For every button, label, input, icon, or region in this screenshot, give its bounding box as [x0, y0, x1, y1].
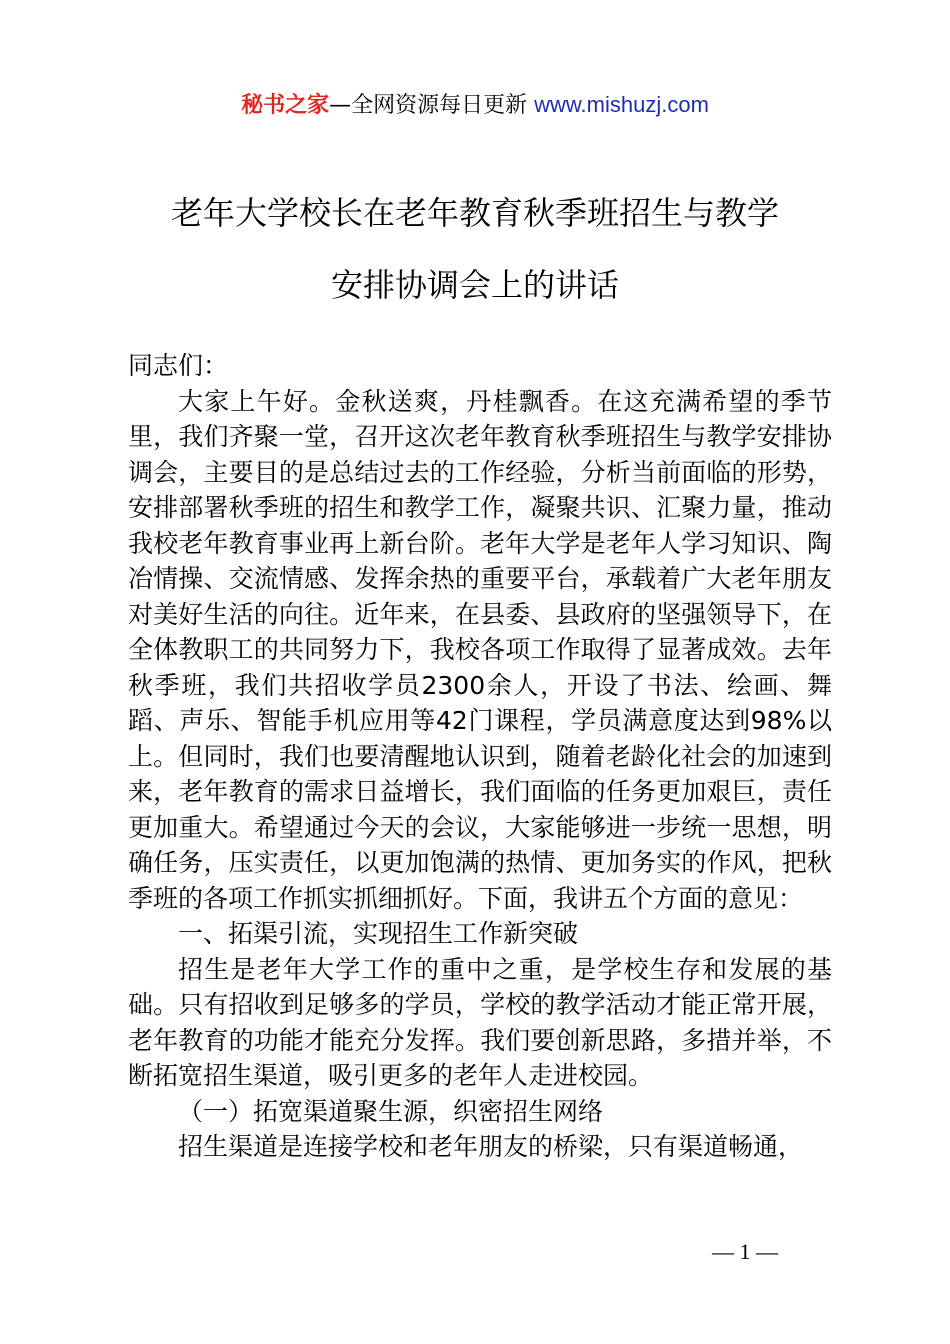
- brand-name: 秘书之家: [241, 93, 330, 118]
- header-tagline: —全网资源每日更新: [329, 93, 528, 118]
- section-heading-1: 一、拓渠引流，实现招生工作新突破: [178, 919, 579, 948]
- salutation: 同志们：: [128, 351, 229, 380]
- paragraph-section-1: 招生是老年大学工作的重中之重，是学校生存和发展的基础。只有招收到足够多的学员，学校的教学活动才能正常开展，老年教育的功能才能充分发挥。我们要创新思路，多措并举，不断拓宽招生渠道，吸引更多的老年人走进校园。: [128, 954, 832, 1090]
- page-number: — 1 —: [712, 1239, 778, 1264]
- paragraph-subsection-1: 招生渠道是连接学校和老年朋友的桥梁，只有渠道畅通，: [178, 1132, 804, 1161]
- title-line-1: 老年大学校长在老年教育秋季班招生与教学: [170, 194, 779, 232]
- site-header: [0, 90, 950, 121]
- subsection-heading-1: （一）拓宽渠道聚生源，织密招生网络: [178, 1096, 604, 1126]
- title-line-2: 安排协调会上的讲话: [330, 266, 619, 304]
- document-title: [0, 190, 950, 308]
- document-body: [128, 348, 832, 1165]
- site-url-link[interactable]: www.mishuzj.com: [534, 92, 709, 117]
- paragraph-opening: 大家上午好。金秋送爽，丹桂飘香。在这充满希望的季节里，我们齐聚一堂，召开这次老年教育秋季班招生与教学安排协调会，主要目的是总结过去的工作经验，分析当前面临的形势，安排部署秋季班的招生和教学工作，凝聚共识、汇聚力量，推动我校老年教育事业再上新台阶。老年大学是老年人学习知识、陶冶情操、交流情感、发挥余热的重要平台，承载着广大老年朋友对美好生活的向往。近年来，在县委、县政府的坚强领导下，在全体教职工的共同努力下，我校各项工作取得了显著成效。去年秋季班，我们共招收学员2300余人，开设了书法、绘画、舞蹈、声乐、智能手机应用等42门课程，学员满意度达到98%以上。但同时，我们也要清醒地认识到，随着老龄化社会的加速到来，老年教育的需求日益增长，我们面临的任务更加艰巨，责任更加重大。希望通过今天的会议，大家能够进一步统一思想，明确任务，压实责任，以更加饱满的热情、更加务实的作风，把秋季班的各项工作抓实抓细抓好。下面，我讲五个方面的意见：: [128, 386, 832, 913]
